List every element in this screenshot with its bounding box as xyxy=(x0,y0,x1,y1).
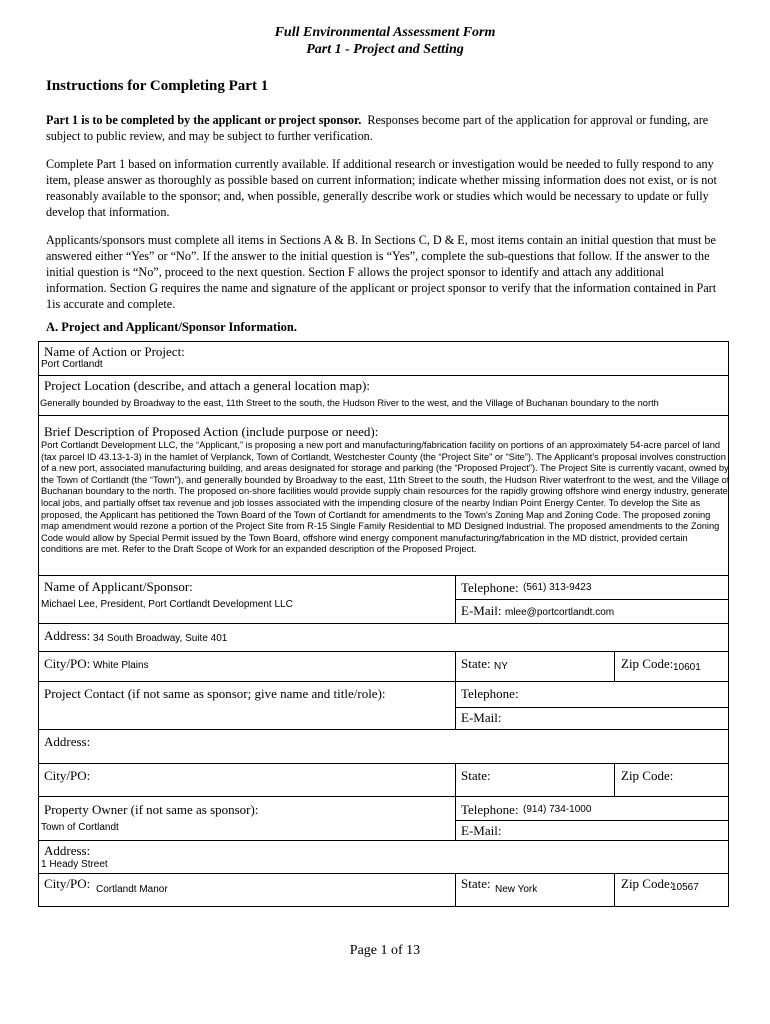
owner-state-field[interactable]: New York xyxy=(495,884,538,895)
instructions-p1-rest: Responses become part of the application for approval or funding, are subject to public review, and may be subject to further verification. xyxy=(46,113,709,143)
telephone-label: Telephone: xyxy=(461,580,519,595)
brief-description-field[interactable]: Port Cortlandt Development LLC, the “Applicant,” is proposing a new port and manufacturing/fabrication facility on portions of an approximately 54-acre parcel of land (tax parcel ID 43.13-1-3) in the hamlet of Verplanck, Town of Cortlandt, Westchester County (the “Project Site” or “Site”). The Applicant's proposal involves construction of a new port, associated manufacturing building, and areas designated for storage and parking (the “Proposed Project”). The Project Site is currently vacant, owned by the Town of Cortlandt (the “Town”), and generally bounded by Broadway to the east, 11th Street to the south, the Hudson River waterfront to the west, and the Village of Buchanan boundary to the north. The proposed on-shore facilities would provide supply chain resources for the rapidly growing offshore wind energy industry, generate local jobs, and partially offset tax revenue and job losses associated with the impending closure of the nearby Indian Point Energy Center. To develop the Site as proposed, the Applicant has petitioned the Town Board of the Town of Cortlandt for amendments to the Town's Zoning Map and Zoning Code. The proposed zoning map amendment would rezone a portion of the Project Site from R-15 Single Family Residential to MD Designed Industrial. The proposed amendments to the Zoning Code would allow by Special Permit issued by the Town Board, offshore wind energy component manufacturing/fabrication in the MD district, provided certain conditions are met. Refer to the Draft Scope of Work for an expanded description of the Proposed Project. xyxy=(41,440,730,555)
owner-address-field[interactable]: 1 Heady Street xyxy=(41,859,108,870)
contact-email-label: E-Mail: xyxy=(461,710,502,725)
contact-telephone-label: Telephone: xyxy=(461,686,519,701)
column-divider xyxy=(614,873,615,907)
project-location-label: Project Location (describe, and attach a general location map): xyxy=(44,378,370,393)
property-owner-label: Property Owner (if not same as sponsor): xyxy=(44,802,259,817)
row-divider xyxy=(38,681,729,682)
contact-state-label: State: xyxy=(461,768,491,783)
owner-telephone-label: Telephone: xyxy=(461,802,519,817)
form-subtitle: Part 1 - Project and Setting xyxy=(306,42,464,57)
action-name-field[interactable]: Port Cortlandt xyxy=(41,359,103,370)
contact-city-label: City/PO: xyxy=(44,768,91,783)
column-divider xyxy=(455,575,456,623)
applicant-name-label: Name of Applicant/Sponsor: xyxy=(44,579,193,594)
owner-state-label: State: xyxy=(461,876,491,891)
row-divider xyxy=(38,873,729,874)
row-divider xyxy=(38,729,729,730)
row-divider xyxy=(455,820,729,821)
email-label: E-Mail: xyxy=(461,603,502,618)
row-divider xyxy=(38,623,729,624)
owner-zip-field[interactable]: 10567 xyxy=(671,882,699,893)
row-divider xyxy=(38,415,729,416)
city-field[interactable]: White Plains xyxy=(93,660,149,671)
owner-city-label: City/PO: xyxy=(44,876,91,891)
row-divider xyxy=(38,575,729,576)
zip-label: Zip Code: xyxy=(621,656,674,671)
owner-address-label: Address: xyxy=(44,843,91,858)
brief-description-label: Brief Description of Proposed Action (include purpose or need): xyxy=(44,424,379,439)
instructions-heading: Instructions for Completing Part 1 xyxy=(46,78,269,94)
row-divider xyxy=(38,796,729,797)
column-divider xyxy=(455,651,456,729)
column-divider xyxy=(455,763,456,840)
form-title: Full Environmental Assessment Form xyxy=(274,25,496,40)
row-divider xyxy=(38,763,729,764)
owner-telephone-field[interactable]: (914) 734-1000 xyxy=(523,804,592,815)
contact-address-label: Address: xyxy=(44,734,91,749)
row-divider xyxy=(38,651,729,652)
column-divider xyxy=(614,651,615,681)
section-a-heading: A. Project and Applicant/Sponsor Information. xyxy=(46,320,297,334)
row-divider xyxy=(455,599,729,600)
project-contact-label: Project Contact (if not same as sponsor; give name and title/role): xyxy=(44,686,386,701)
state-label: State: xyxy=(461,656,491,671)
city-label: City/PO: xyxy=(44,656,91,671)
action-name-label: Name of Action or Project: xyxy=(44,344,185,359)
address-label: Address: xyxy=(44,628,91,643)
instructions-p1-bold: Part 1 is to be completed by the applicant or project sponsor. xyxy=(46,113,362,127)
instructions-paragraph-2: Complete Part 1 based on information currently available. If additional research or investigation would be needed to fully respond to any item, please answer as thoroughly as possible based on current information; indicate whether missing information does not exist, or is not reasonably available to the sponsor; and, when possible, generally describe work or studies which would be necessary to update or fully develop that information. xyxy=(46,157,717,219)
telephone-field[interactable]: (561) 313-9423 xyxy=(523,582,592,593)
zip-field[interactable]: 10601 xyxy=(673,662,701,673)
property-owner-field[interactable]: Town of Cortlandt xyxy=(41,822,119,833)
address-field[interactable]: 34 South Broadway, Suite 401 xyxy=(93,633,228,644)
applicant-name-field[interactable]: Michael Lee, President, Port Cortlandt Development LLC xyxy=(41,599,293,610)
row-divider xyxy=(38,840,729,841)
owner-zip-label: Zip Code: xyxy=(621,876,674,891)
state-field[interactable]: NY xyxy=(494,661,508,672)
project-location-field[interactable]: Generally bounded by Broadway to the east, 11th Street to the south, the Hudson River to the west, and the Village of Buchanan boundary to the north xyxy=(40,398,659,408)
owner-city-field[interactable]: Cortlandt Manor xyxy=(96,884,168,895)
row-divider xyxy=(455,707,729,708)
instructions-paragraph-1 xyxy=(46,112,721,144)
email-field[interactable]: mlee@portcortlandt.com xyxy=(505,607,615,618)
owner-email-label: E-Mail: xyxy=(461,823,502,838)
page-number: Page 1 of 13 xyxy=(349,943,421,958)
row-divider xyxy=(38,375,729,376)
column-divider xyxy=(455,873,456,907)
contact-zip-label: Zip Code: xyxy=(621,768,674,783)
column-divider xyxy=(614,763,615,796)
instructions-paragraph-3: Applicants/sponsors must complete all items in Sections A & B. In Sections C, D & E, most items contain an initial question that must be answered either “Yes” or “No”. If the answer to the initial question is “Yes”, complete the sub-questions that follow. If the answer to the initial question is “No”, proceed to the next question. Section F allows the project sponsor to identify and attach any additional information. Section G requires the name and signature of the applicant or project sponsor to verify that the information contained in Part 1is accurate and complete. xyxy=(46,233,717,311)
